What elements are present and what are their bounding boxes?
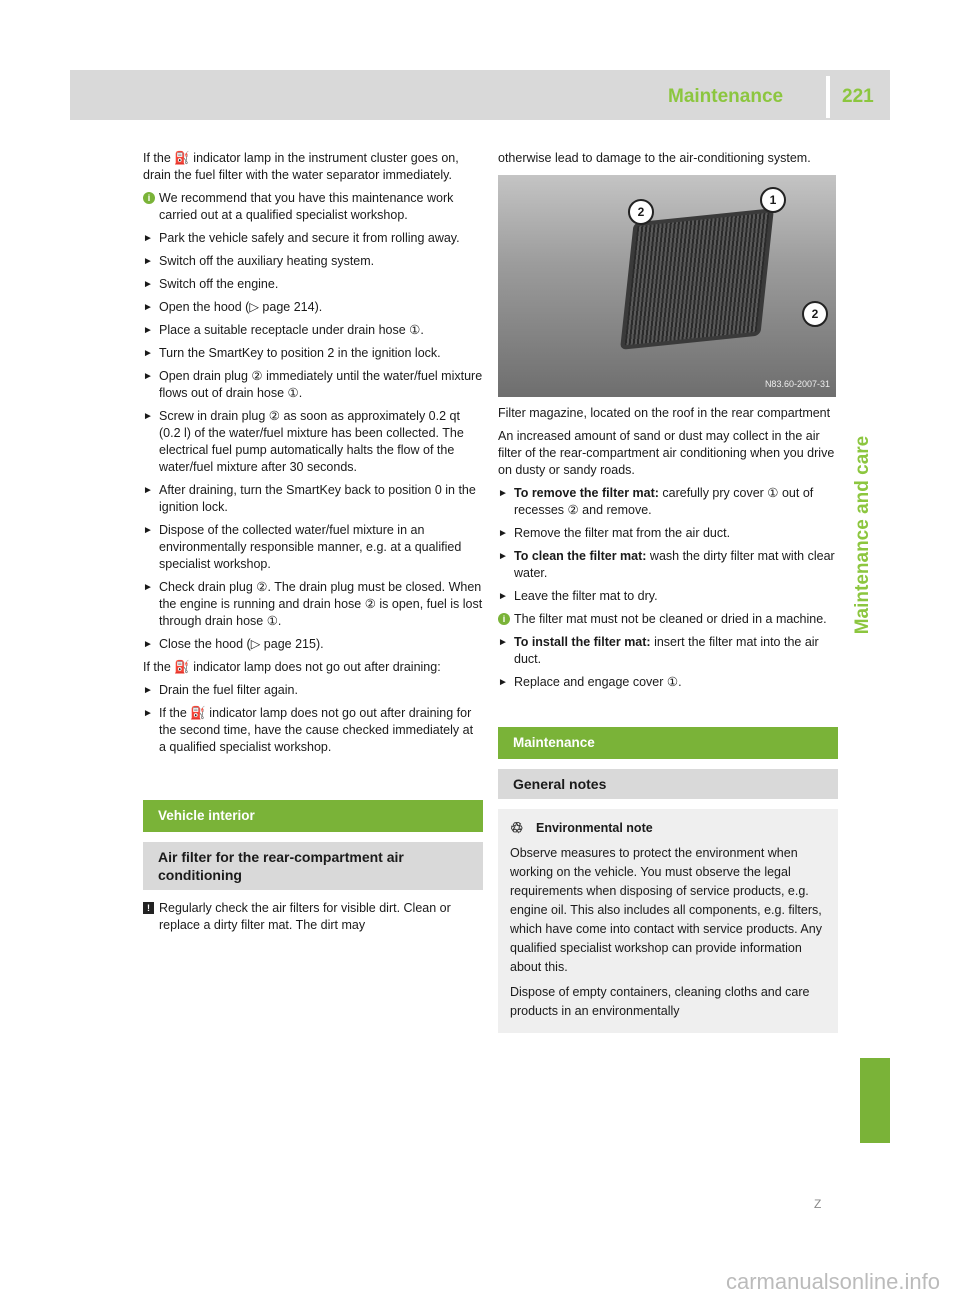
step-clean-label: To clean the filter mat: [514, 549, 647, 563]
step-item: ► Screw in drain plug ② as soon as approximately 0.2 qt (0.2 l) of the water/fuel mixture has been collected. The electrical fuel pump automatically halts the flow of the water/fuel mixture after 30 seconds. [143, 408, 483, 476]
sidebar-tab [860, 1058, 890, 1143]
callout-2-right: 2 [802, 301, 828, 327]
info-icon: i [498, 613, 510, 625]
step-item: ► Switch off the engine. [143, 276, 483, 293]
header-title: Maintenance [668, 86, 784, 107]
subsection-heading-general-notes: General notes [498, 769, 838, 799]
filter-grille [620, 208, 774, 350]
section-heading-vehicle-interior: Vehicle interior [143, 800, 483, 832]
step-install-text: insert the filter mat into the air duct. [514, 635, 819, 666]
environmental-note-title-text: Environmental note [536, 821, 653, 835]
info-note-text: We recommend that you have this maintenance work carried out at a qualified specialist workshop. [159, 191, 454, 222]
step-item: ► Open drain plug ② immediately until the water/fuel mixture flows out of drain hose ①. [143, 368, 483, 402]
step-item: ► Close the hood (▷ page 215). [143, 636, 483, 653]
step-item: ► Switch off the auxiliary heating system. [143, 253, 483, 270]
section-heading-maintenance: Maintenance [498, 727, 838, 759]
step-item: ► After draining, turn the SmartKey back to position 0 in the ignition lock. [143, 482, 483, 516]
photo-code: N83.60-2007-31 [764, 379, 830, 389]
drain-steps-list [143, 230, 483, 653]
sidebar-section-label: Maintenance and care [852, 435, 873, 635]
warning-icon: ! [143, 902, 154, 914]
continued-text: otherwise lead to damage to the air-conditioning system. [498, 151, 811, 165]
redrain-steps-list [143, 682, 483, 756]
step-clean-text: wash the dirty filter mat with clear water. [514, 549, 835, 580]
step-replace-cover: ► Replace and engage cover ①. [498, 674, 838, 691]
subsection-heading-air-filter: Air filter for the rear-compartment air conditioning [143, 842, 483, 890]
callout-1: 1 [760, 187, 786, 213]
warning-note [143, 900, 483, 934]
info-note-machine-text: The filter mat must not be cleaned or dried in a machine. [514, 612, 827, 626]
header-separator [826, 76, 830, 118]
environmental-note-p2: Dispose of empty containers, cleaning cloths and care products in an environmentally [510, 985, 810, 1018]
right-column [498, 150, 838, 1033]
environmental-note-title [510, 819, 826, 838]
leaf-icon: ♲ [510, 820, 524, 837]
watermark: carmanualsonline.info [725, 1269, 940, 1294]
intro-paragraph: If the ⛽ indicator lamp in the instrument cluster goes on, drain the fuel filter with the water separator immediately. [143, 151, 459, 182]
step-clean-filter [498, 548, 838, 582]
info-note [143, 190, 483, 224]
environmental-note-p1: Observe measures to protect the environment when working on the vehicle. You must observe the legal requirements when disposing of service products, e.g. engine oil. This also includes all components, e.g. filters, which have come into contact with service products. Any qualified specialist workshop can provide information about this. [510, 846, 822, 974]
dust-paragraph: An increased amount of sand or dust may collect in the air filter of the rear-compartment air conditioning when you drive on dusty or sandy roads. [498, 429, 835, 477]
environmental-note-box [498, 809, 838, 1033]
step-item: ► Park the vehicle safely and secure it from rolling away. [143, 230, 483, 247]
step-remove-filter [498, 485, 838, 519]
info-icon: i [143, 192, 155, 204]
step-item: ► Check drain plug ②. The drain plug must be closed. When the engine is running and drain hose ② is open, fuel is lost through drain hose ①. [143, 579, 483, 630]
step-item: ► Turn the SmartKey to position 2 in the ignition lock. [143, 345, 483, 362]
step-install-label: To install the filter mat: [514, 635, 651, 649]
step-item: ► If the ⛽ indicator lamp does not go out after draining for the second time, have the cause checked immediately at a qualified specialist workshop. [143, 705, 483, 756]
callout-2-left: 2 [628, 199, 654, 225]
step-item: ► Dispose of the collected water/fuel mixture in an environmentally responsible manner, e.g. at a qualified specialist workshop. [143, 522, 483, 573]
second-intro: If the ⛽ indicator lamp does not go out after draining: [143, 660, 441, 674]
step-install-filter [498, 634, 838, 668]
left-column [143, 150, 483, 940]
step-remove-text: carefully pry cover ① out of recesses ② and remove. [514, 486, 814, 517]
filter-magazine-photo [498, 175, 836, 397]
page-number: 221 [842, 86, 874, 107]
step-item: ► Drain the fuel filter again. [143, 682, 483, 699]
step-item: ► Open the hood (▷ page 214). [143, 299, 483, 316]
step-remove-from-duct: ► Remove the filter mat from the air duct. [498, 525, 838, 542]
continued-mark: Z [814, 1197, 822, 1211]
warning-text: Regularly check the air filters for visible dirt. Clean or replace a dirty filter mat. The dirt may [159, 901, 451, 932]
step-remove-label: To remove the filter mat: [514, 486, 659, 500]
step-item: ► Place a suitable receptacle under drain hose ①. [143, 322, 483, 339]
photo-caption: Filter magazine, located on the roof in the rear compartment [498, 406, 831, 420]
info-note-machine [498, 611, 838, 628]
step-dry: ► Leave the filter mat to dry. [498, 588, 838, 605]
